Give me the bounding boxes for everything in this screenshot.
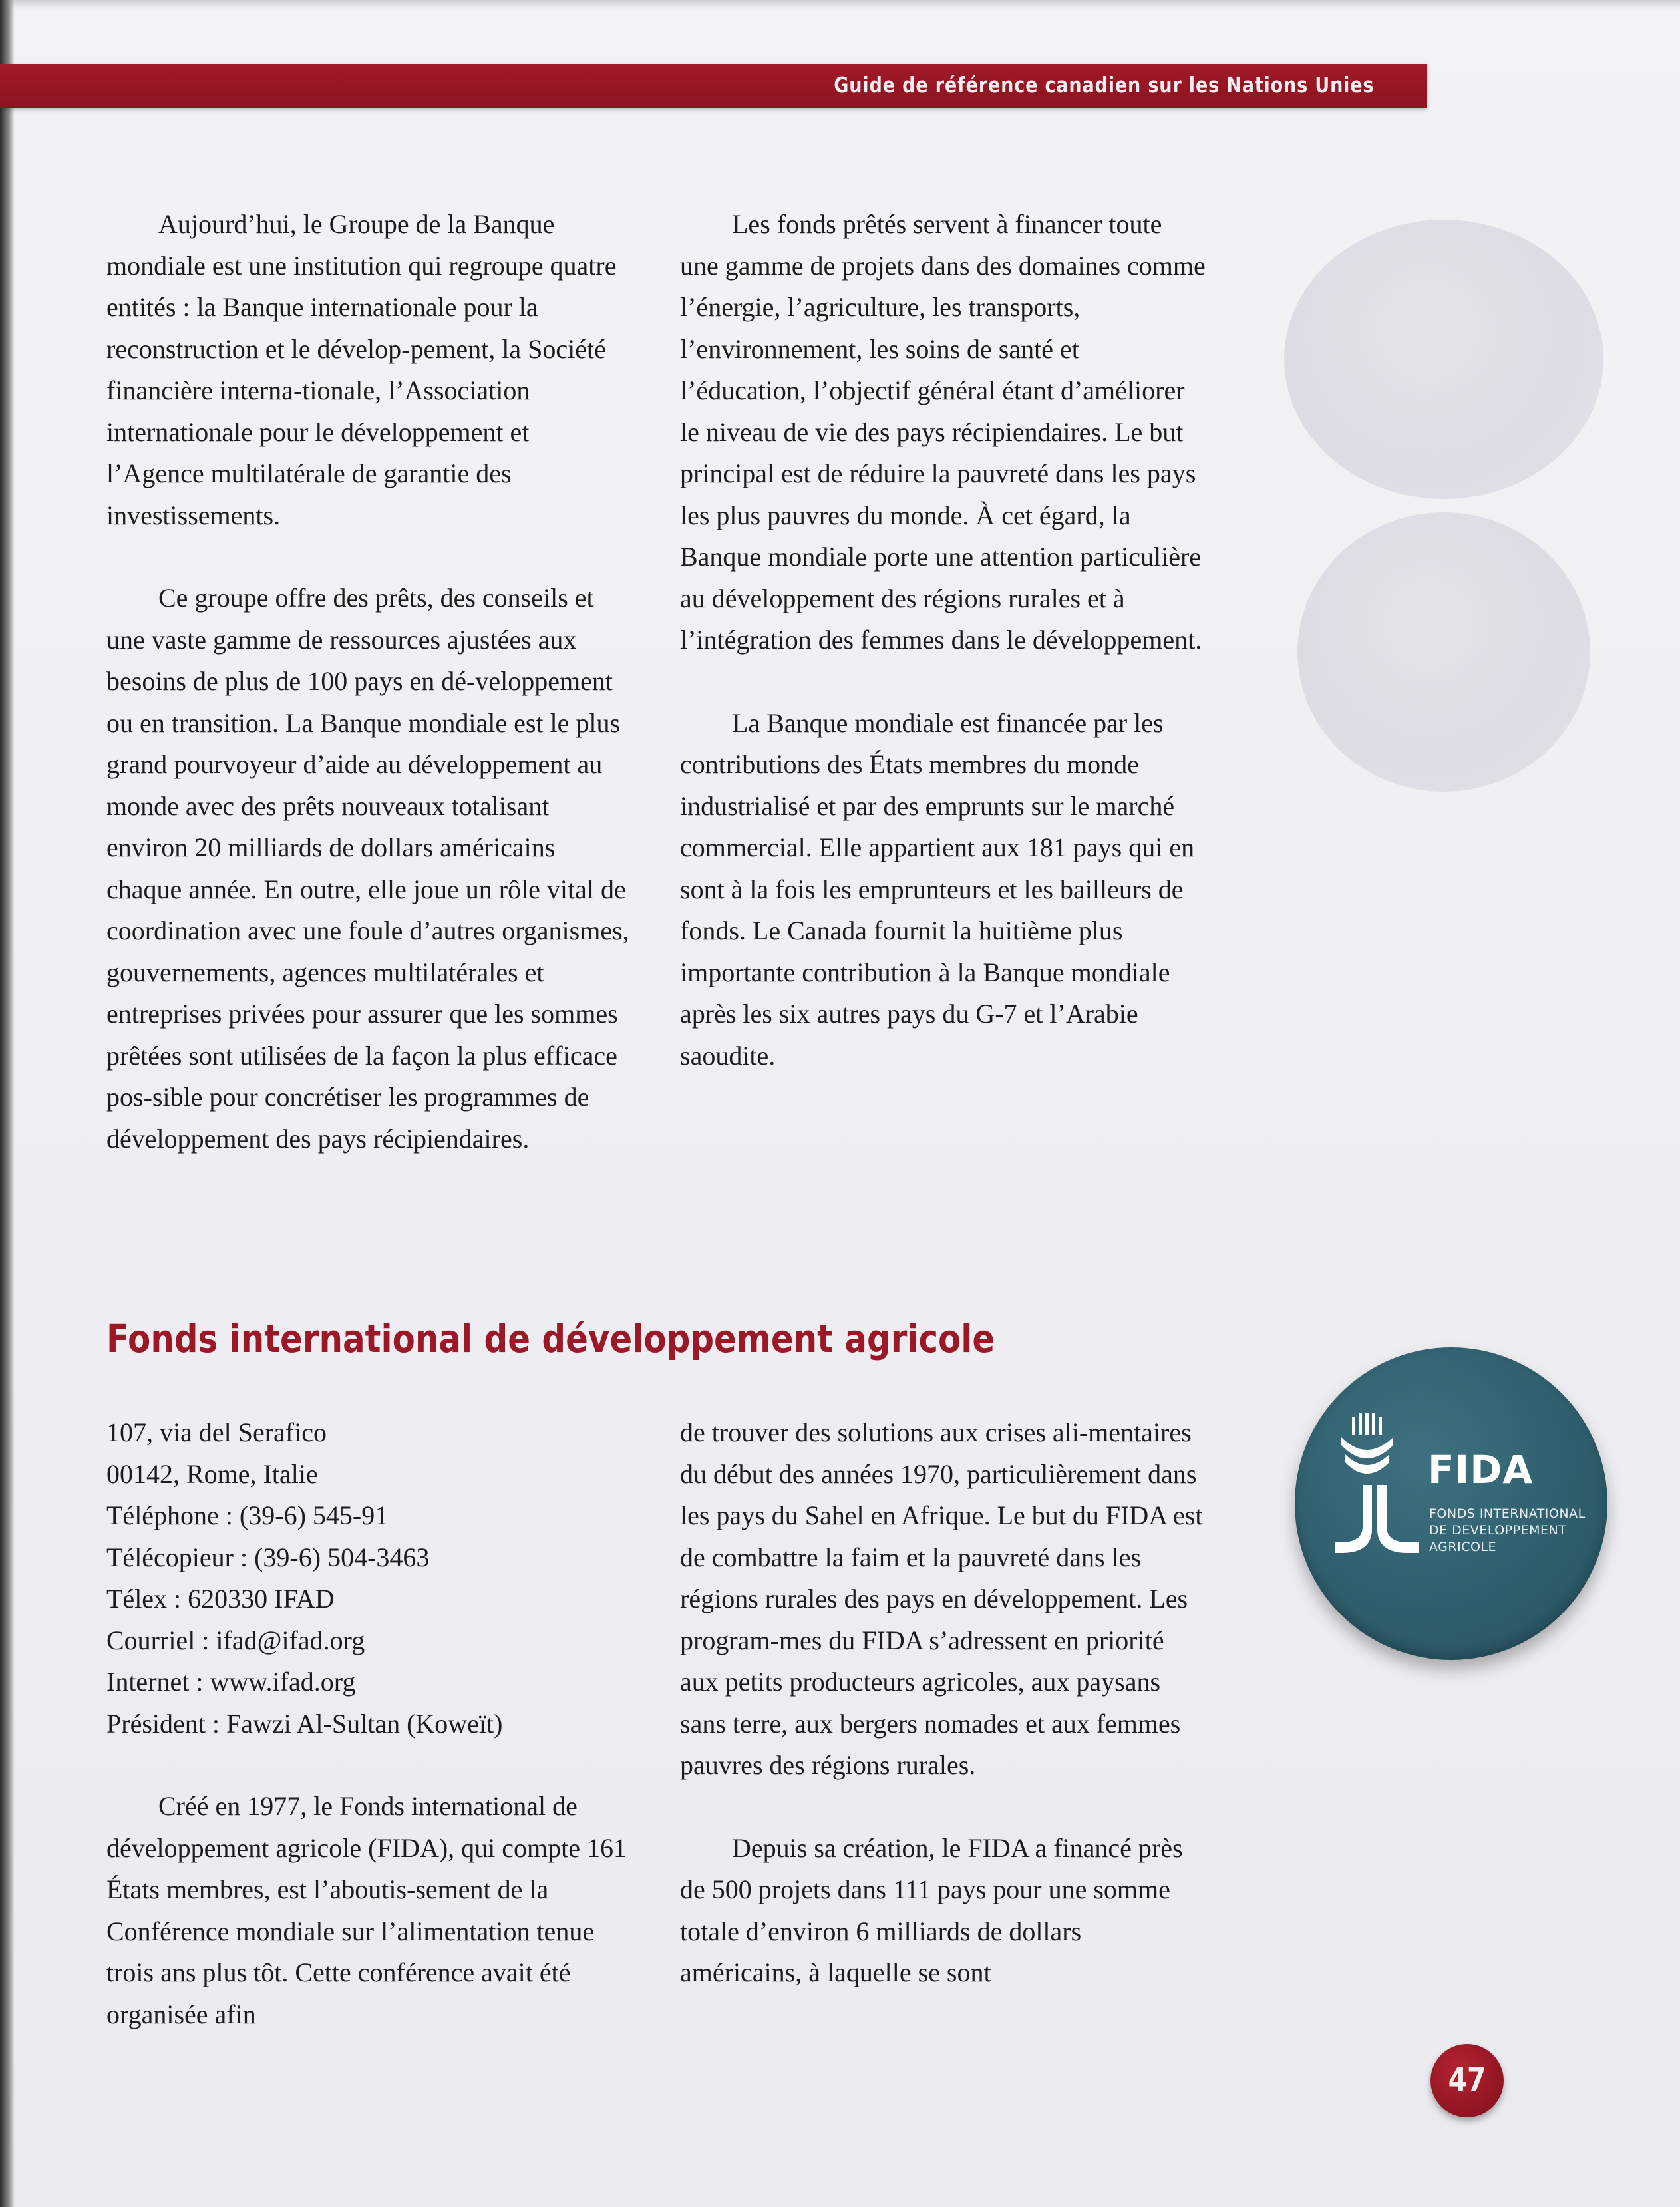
telex-number: Télex : 620330 IFAD: [106, 1584, 335, 1613]
world-bank-left-column: [106, 204, 632, 1160]
paragraph: Depuis sa création, le FIDA a financé près de 500 projets dans 111 pays pour une somme totale d’environ 6 milliards de dollars américains, à laquelle se sont: [680, 1832, 1183, 1987]
running-header-title: Guide de référence canadien sur les Nations Unies: [833, 72, 1374, 98]
address-line: 107, via del Serafico: [106, 1417, 327, 1447]
page-number: 47: [1448, 2061, 1486, 2099]
ghost-emblem-upper: [1284, 220, 1603, 499]
paragraph: La Banque mondiale est financée par les contributions des États membres du monde industrialisé et par des emprunts sur le marché commercial. Elle appartient aux 181 pays qui en sont à la fois les emprunteurs et les bailleurs de fonds. Le Canada fournit la huitième plus importante contribution à la Banque mondiale après les six autres pays du G-7 et l’Arabie saoudite.: [680, 707, 1195, 1071]
logo-subtitle-line: AGRICOLE: [1429, 1540, 1497, 1554]
logo-title: FIDA: [1428, 1447, 1534, 1492]
fax-number: Télécopieur : (39-6) 504-3463: [106, 1542, 430, 1572]
address-city: 00142, Rome, Italie: [106, 1458, 318, 1489]
page-number-badge: [1430, 2044, 1504, 2117]
website: Internet : www.ifad.org: [106, 1667, 356, 1697]
paragraph: de trouver des solutions aux crises ali-mentaires du début des années 1970, particulièrement dans les pays du Sahel en Afrique. Le but du FIDA est de combattre la faim et la pauvreté dans les régions rurales des pays en développement. Les program-mes du FIDA s’adressent en priorité aux petits producteurs agricoles, aux paysans sans terre, aux bergers nomades et aux femmes pauvres des régions rurales.: [680, 1417, 1203, 1780]
logo-subtitle: [1429, 1506, 1586, 1556]
fida-right-column: [680, 1412, 1206, 1994]
president: Président : Fawzi Al-Sultan (Koweït): [106, 1708, 503, 1739]
paragraph: Créé en 1977, le Fonds international de développement agricole (FIDA), qui compte 161 États membres, est l’aboutis-sement de la Conférence mondiale sur l’alimentation tenue trois ans plus tôt. Cette conférence avait été organisée afin: [106, 1791, 627, 2029]
paragraph: Ce groupe offre des prêts, des conseils et une vaste gamme de ressources ajustées aux besoins de plus de 100 pays en dé-veloppement ou en transition. La Banque mondiale est le plus grand pourvoyeur d’aide au développement au monde avec des prêts nouveaux totalisant environ 20 milliards de dollars américains chaque année. En outre, elle joue un rôle vital de coordination avec une foule d’autres organismes, gouvernements, agences multilatérales et entreprises privées pour assurer que les sommes prêtées sont utilisées de la façon la plus efficace pos-sible pour concrétiser les programmes de développement des pays récipiendaires.: [106, 583, 629, 1154]
world-bank-right-column: [680, 204, 1206, 1077]
section-heading-fida: Fonds international de développement agricole: [106, 1316, 995, 1361]
logo-subtitle-line: DE DEVELOPPEMENT: [1429, 1523, 1567, 1538]
paragraph: Aujourd’hui, le Groupe de la Banque mondiale est une institution qui regroupe quatre entités : la Banque internationale pour la reconstruction et le dévelop-pement, la Société financière interna-tionale, l’Association internationale pour le développement et l’Agence multilatérale de garantie des investissements.: [106, 209, 617, 530]
email-address: Courriel : ifad@ifad.org: [106, 1625, 365, 1655]
binding-edge: [0, 0, 15, 2207]
contact-block: [106, 1412, 639, 1745]
fida-left-column: [106, 1412, 639, 2035]
wheat-jl-icon: [1321, 1411, 1421, 1564]
page-top-shadow: [0, 0, 1680, 9]
ghost-emblem-lower: [1297, 512, 1590, 792]
phone-number: Téléphone : (39-6) 545-91: [106, 1500, 389, 1530]
paragraph: Les fonds prêtés servent à financer toute une gamme de projets dans des domaines comme l’énergie, l’agriculture, les transports, l’environnement, les soins de santé et l’éducation, l’objectif général étant d’améliorer le niveau de vie des pays récipiendaires. Le but principal est de réduire la pauvreté dans les pays les plus pauvres du monde. À cet égard, la Banque mondiale porte une attention particulière au développement des régions rurales et à l’intégration des femmes dans le développement.: [680, 209, 1206, 655]
fida-logo: [1295, 1347, 1607, 1660]
running-header: [0, 64, 1427, 108]
logo-subtitle-line: FONDS INTERNATIONAL: [1429, 1506, 1586, 1521]
